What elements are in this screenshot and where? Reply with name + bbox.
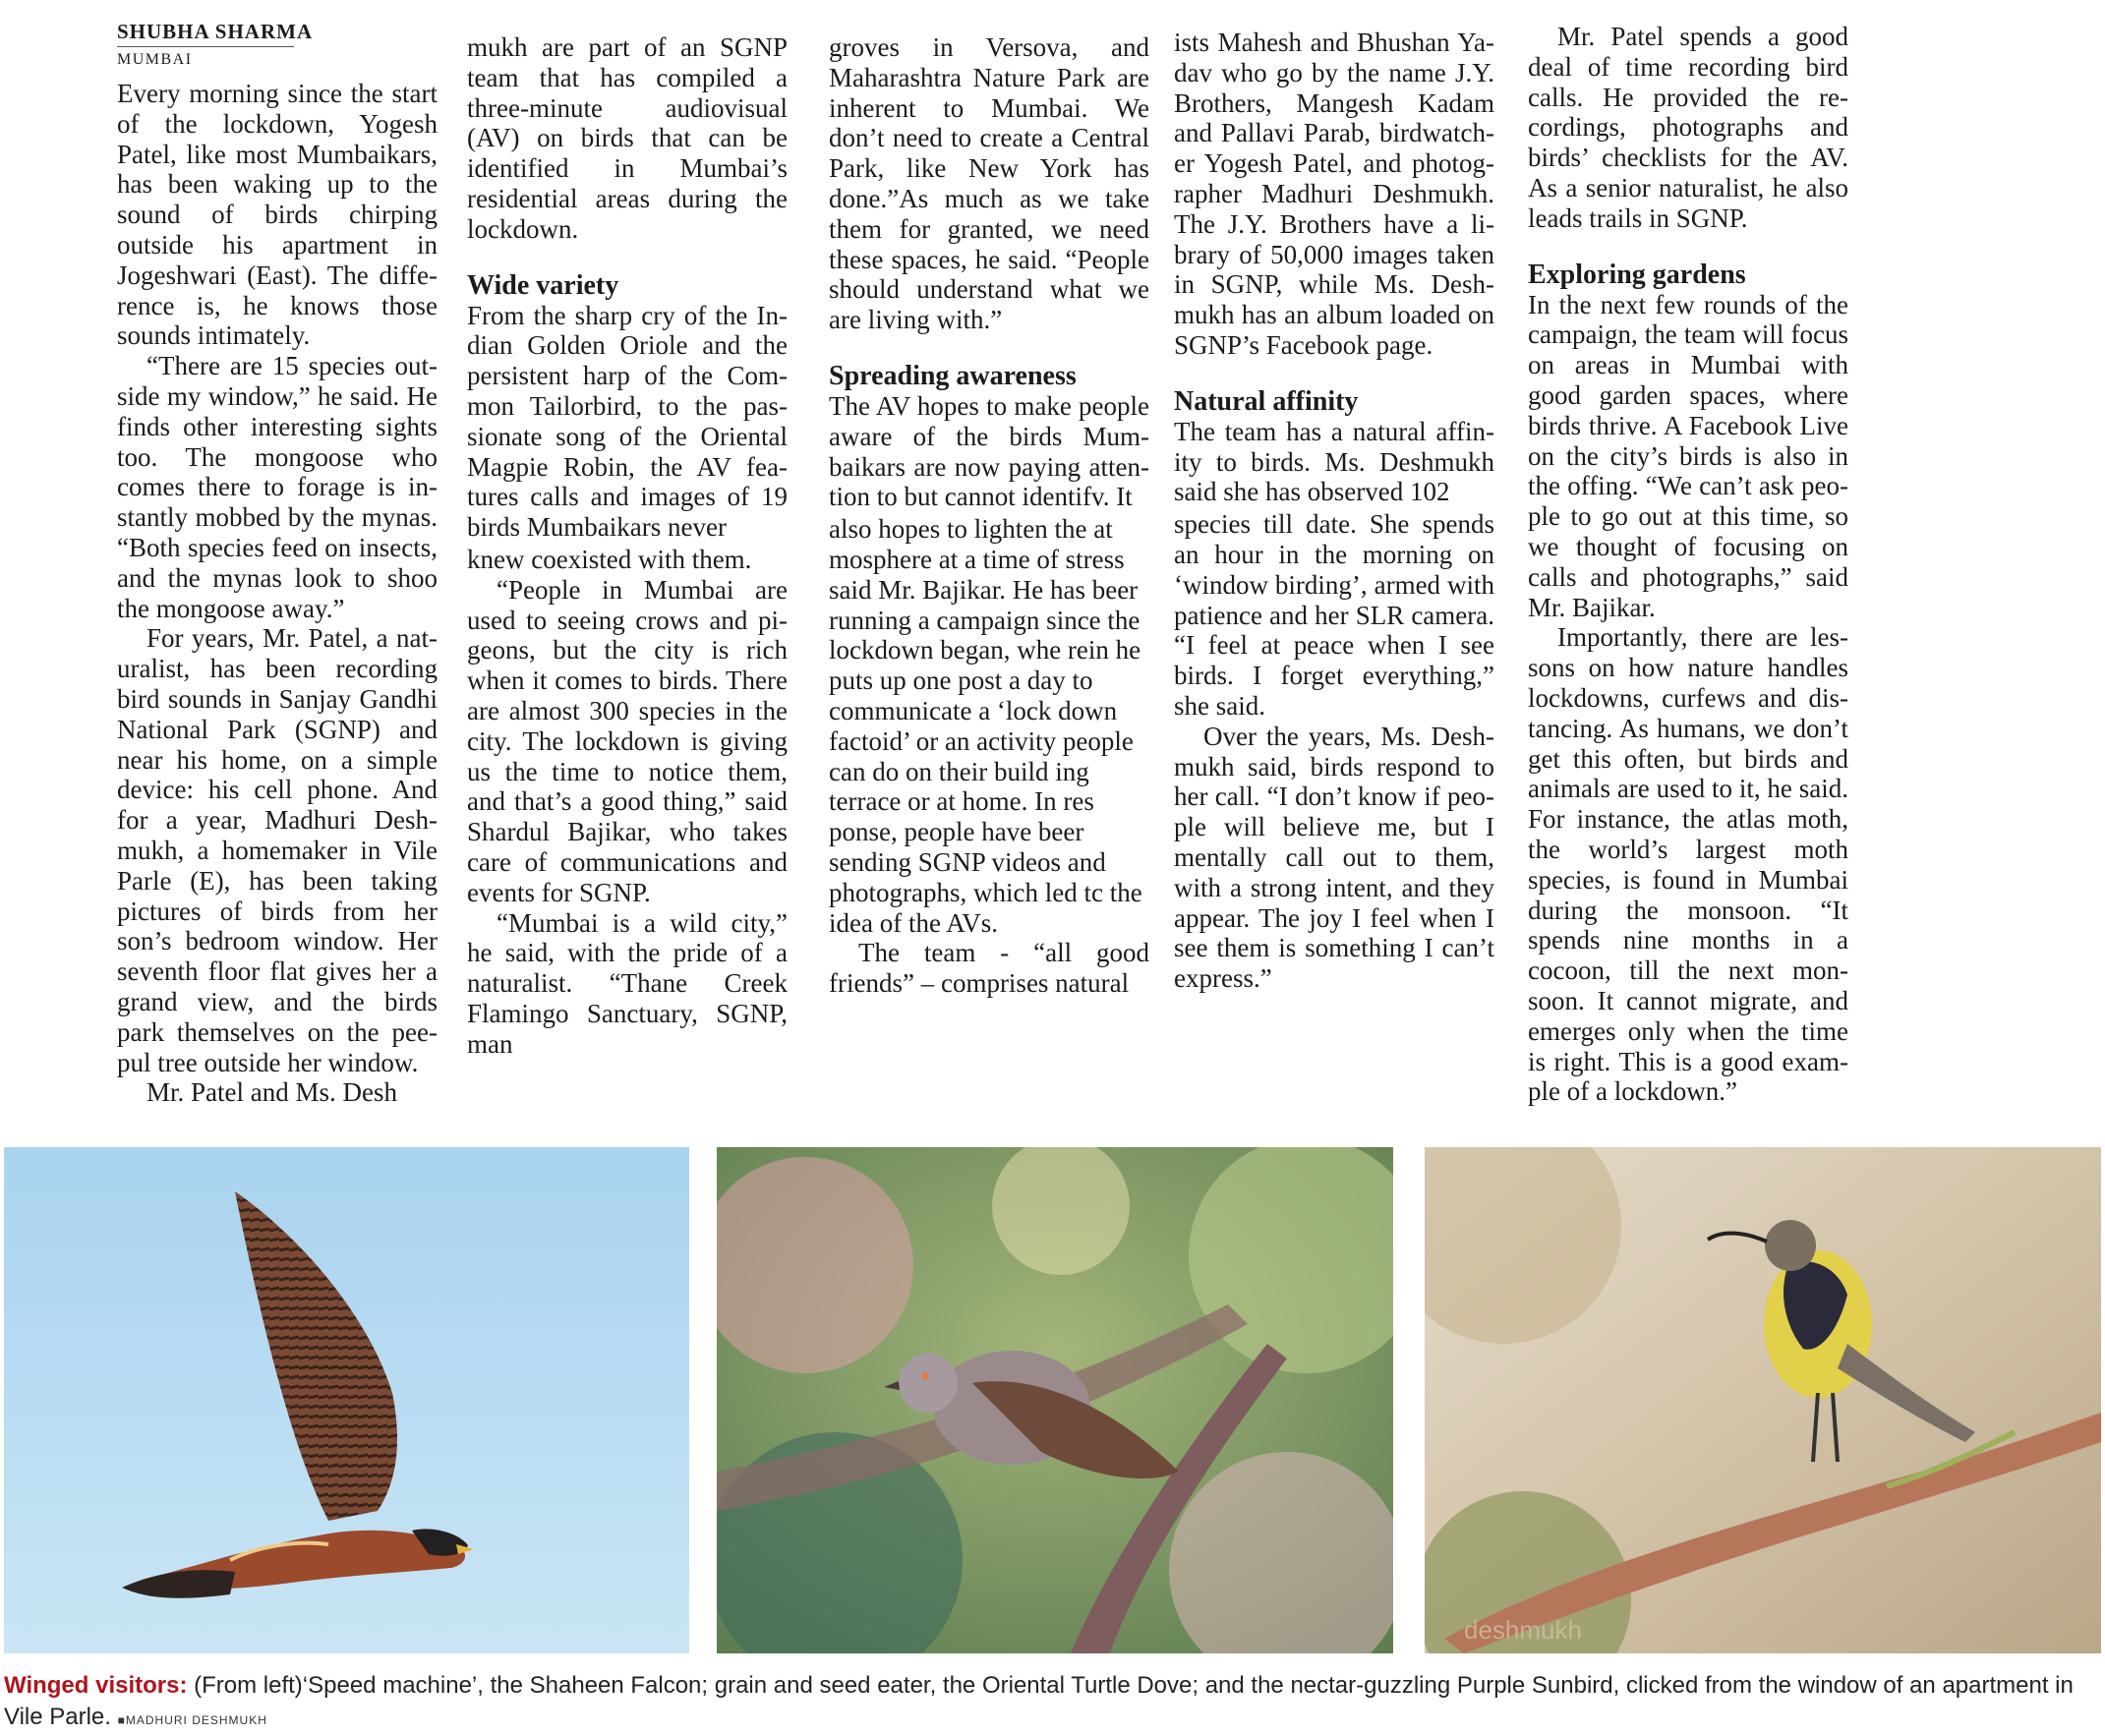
photo-shaheen-falcon — [4, 1147, 689, 1653]
article-column-2 — [467, 32, 788, 1060]
paragraph: species till date. She spends an hour in the morning on ‘window birding’, armed with patience and her SLR camera. “I feel at peace when I see birds. I forget everything,” she said. — [1174, 509, 1494, 721]
dove-illustration — [717, 1147, 1393, 1653]
article-column-3 — [829, 32, 1149, 999]
paragraph: For years, Mr. Patel, a naturalist, has been recording bird sounds in Sanjay Gandhi National Park (SGNP) and near his home, on a simple device: his cell phone. And for a year, Madhuri Deshmukh, a homemaker in Vile Parle (E), has been taking pictures of birds from her son’s bedroom window. Her seventh floor flat gives her a grand view, and the birds park themselves on the peepul tree outside her window. — [117, 623, 438, 1077]
subheading: Exploring gardens — [1528, 259, 1746, 290]
photo-watermark: deshmukh — [1464, 1615, 1582, 1645]
paragraph: The team has a natural affinity to birds. Ms. Deshmukh said she has observed 102 — [1174, 416, 1494, 507]
sunbird-illustration — [1425, 1147, 2101, 1653]
paragraph: Importantly, there are lessons on how nature handles lockdowns, curfews and distancing. As humans, we don’t get this often, but birds and animals are used to it, he said. For instance, the atlas moth, the world’s largest moth species, is found in Mumbai during the monsoon. “It spends nine months in a cocoon, till the next monsoon. It cannot migrate, and emerges only when the time is right. This is a good example of a lockdown.” — [1528, 622, 1848, 1107]
subheading: Natural affinity — [1174, 385, 1359, 417]
dateline: MUMBAI — [117, 51, 193, 68]
caption-text: (From left)‘Speed machine’, the Shaheen Falcon; grain and seed eater, the Oriental Turtle Dove; and the nectar-guzzling Purple Sunbird, clicked from the window of an apartment in Vile Parle. — [4, 1672, 2074, 1730]
caption-lead: Winged visitors: — [4, 1672, 188, 1699]
subheading: Wide variety — [467, 269, 619, 301]
photo-caption — [4, 1670, 2100, 1736]
photo-oriental-turtle-dove — [717, 1147, 1393, 1653]
article-column-5 — [1528, 22, 1848, 1107]
paragraph: From the sharp cry of the Indian Golden Oriole and the persistent harp of the Common Tailorbird, to the passionate song of the Oriental Magpie Robin, the AV features calls and images of 19 birds Mumbaikars never — [467, 300, 788, 543]
paragraph: mukh are part of an SGNP team that has compiled a three-minute audiovisual (AV) on birds that can be identified in Mumbai’s residential areas during the lockdown. — [467, 32, 788, 244]
paragraph: also hopes to lighten the at mosphere at a time of stress said Mr. Bajikar. He has beer running a campaign since the lockdown began, whe rein he puts up one post a day to communicate a ‘lock down factoid’ or an activity people can do on their build ing terrace or at home. In res ponse, people have beer sending SGNP videos and photographs, which led tc the idea of the AVs. — [829, 514, 1142, 938]
author-name: SHUBHA SHARMA — [117, 20, 314, 43]
byline-rule — [117, 46, 294, 47]
article-column-1 — [117, 79, 438, 1108]
paragraph: Over the years, Ms. Deshmukh said, birds respond to her call. “I don’t know if people will believe me, but I mentally call out to them, with a strong intent, and they appear. The joy I feel when I see them is something I can’t express.” — [1174, 721, 1494, 994]
paragraph: In the next few rounds of the campaign, the team will focus on areas in Mumbai with good garden spaces, where birds thrive. A Facebook Live on the city’s birds is also in the offing. “We can’t ask people to go out at this time, so we thought of focusing on calls and photographs,” said Mr. Bajikar. — [1528, 289, 1848, 622]
paragraph: Every morning since the start of the lockdown, Yogesh Patel, like most Mumbaikars, has been waking up to the sound of birds chirping outside his apartment in Jogeshwari (East). The difference is, he knows those sounds intimately. — [117, 79, 438, 351]
paragraph: knew coexisted with them. — [467, 544, 752, 574]
subheading: Spreading awareness — [829, 360, 1077, 391]
paragraph: ists Mahesh and Bhushan Yadav who go by the name J.Y. Brothers, Mangesh Kadam and Pallavi Parab, birdwatcher Yogesh Patel, and photographer Madhuri Deshmukh. The J.Y. Brothers have a library of 50,000 images taken in SGNP, while Ms. Deshmukh has an album loaded on SGNP’s Facebook page. — [1174, 28, 1494, 360]
paragraph: “Mumbai is a wild city,” he said, with the pride of a naturalist. “Thane Creek Flamingo Sanctuary, SGNP, man — [467, 907, 788, 1059]
paragraph: “People in Mumbai are used to seeing crows and pigeons, but the city is rich when it comes to birds. There are almost 300 species in the city. The lockdown is giving us the time to notice them, and that’s a good thing,” said Shardul Bajikar, who takes care of communications and events for SGNP. — [467, 574, 788, 907]
paragraph: The team - “all good friends” – comprises natural — [829, 938, 1149, 999]
photo-purple-sunbird — [1425, 1147, 2101, 1653]
paragraph: groves in Versova, and Maharashtra Nature Park are inherent to Mumbai. We don’t need to create a Central Park, like New York has done.”As much as we take them for granted, we need these spaces, he said. “People should understand what we are living with.” — [829, 32, 1149, 335]
paragraph: The AV hopes to make people aware of the birds Mumbaikars are now paying attention to but cannot identifv. It — [829, 390, 1149, 512]
byline — [117, 19, 441, 70]
falcon-illustration — [4, 1147, 689, 1653]
article-column-4 — [1174, 28, 1494, 994]
paragraph: Mr. Patel spends a good deal of time recording bird calls. He provided the recordings, photographs and birds’ checklists for the AV. As a senior naturalist, he also leads trails in SGNP. — [1528, 22, 1848, 233]
paragraph: Mr. Patel and Ms. Desh — [146, 1077, 397, 1108]
paragraph: “There are 15 species outside my window,” he said. He finds other interesting sights too. The mongoose who comes there to forage is instantly mobbed by the mynas. “Both species feed on insects, and the mynas look to shoo the mongoose away.” — [117, 351, 438, 623]
photo-credit: ■MADHURI DESHMUKH — [117, 1713, 267, 1727]
